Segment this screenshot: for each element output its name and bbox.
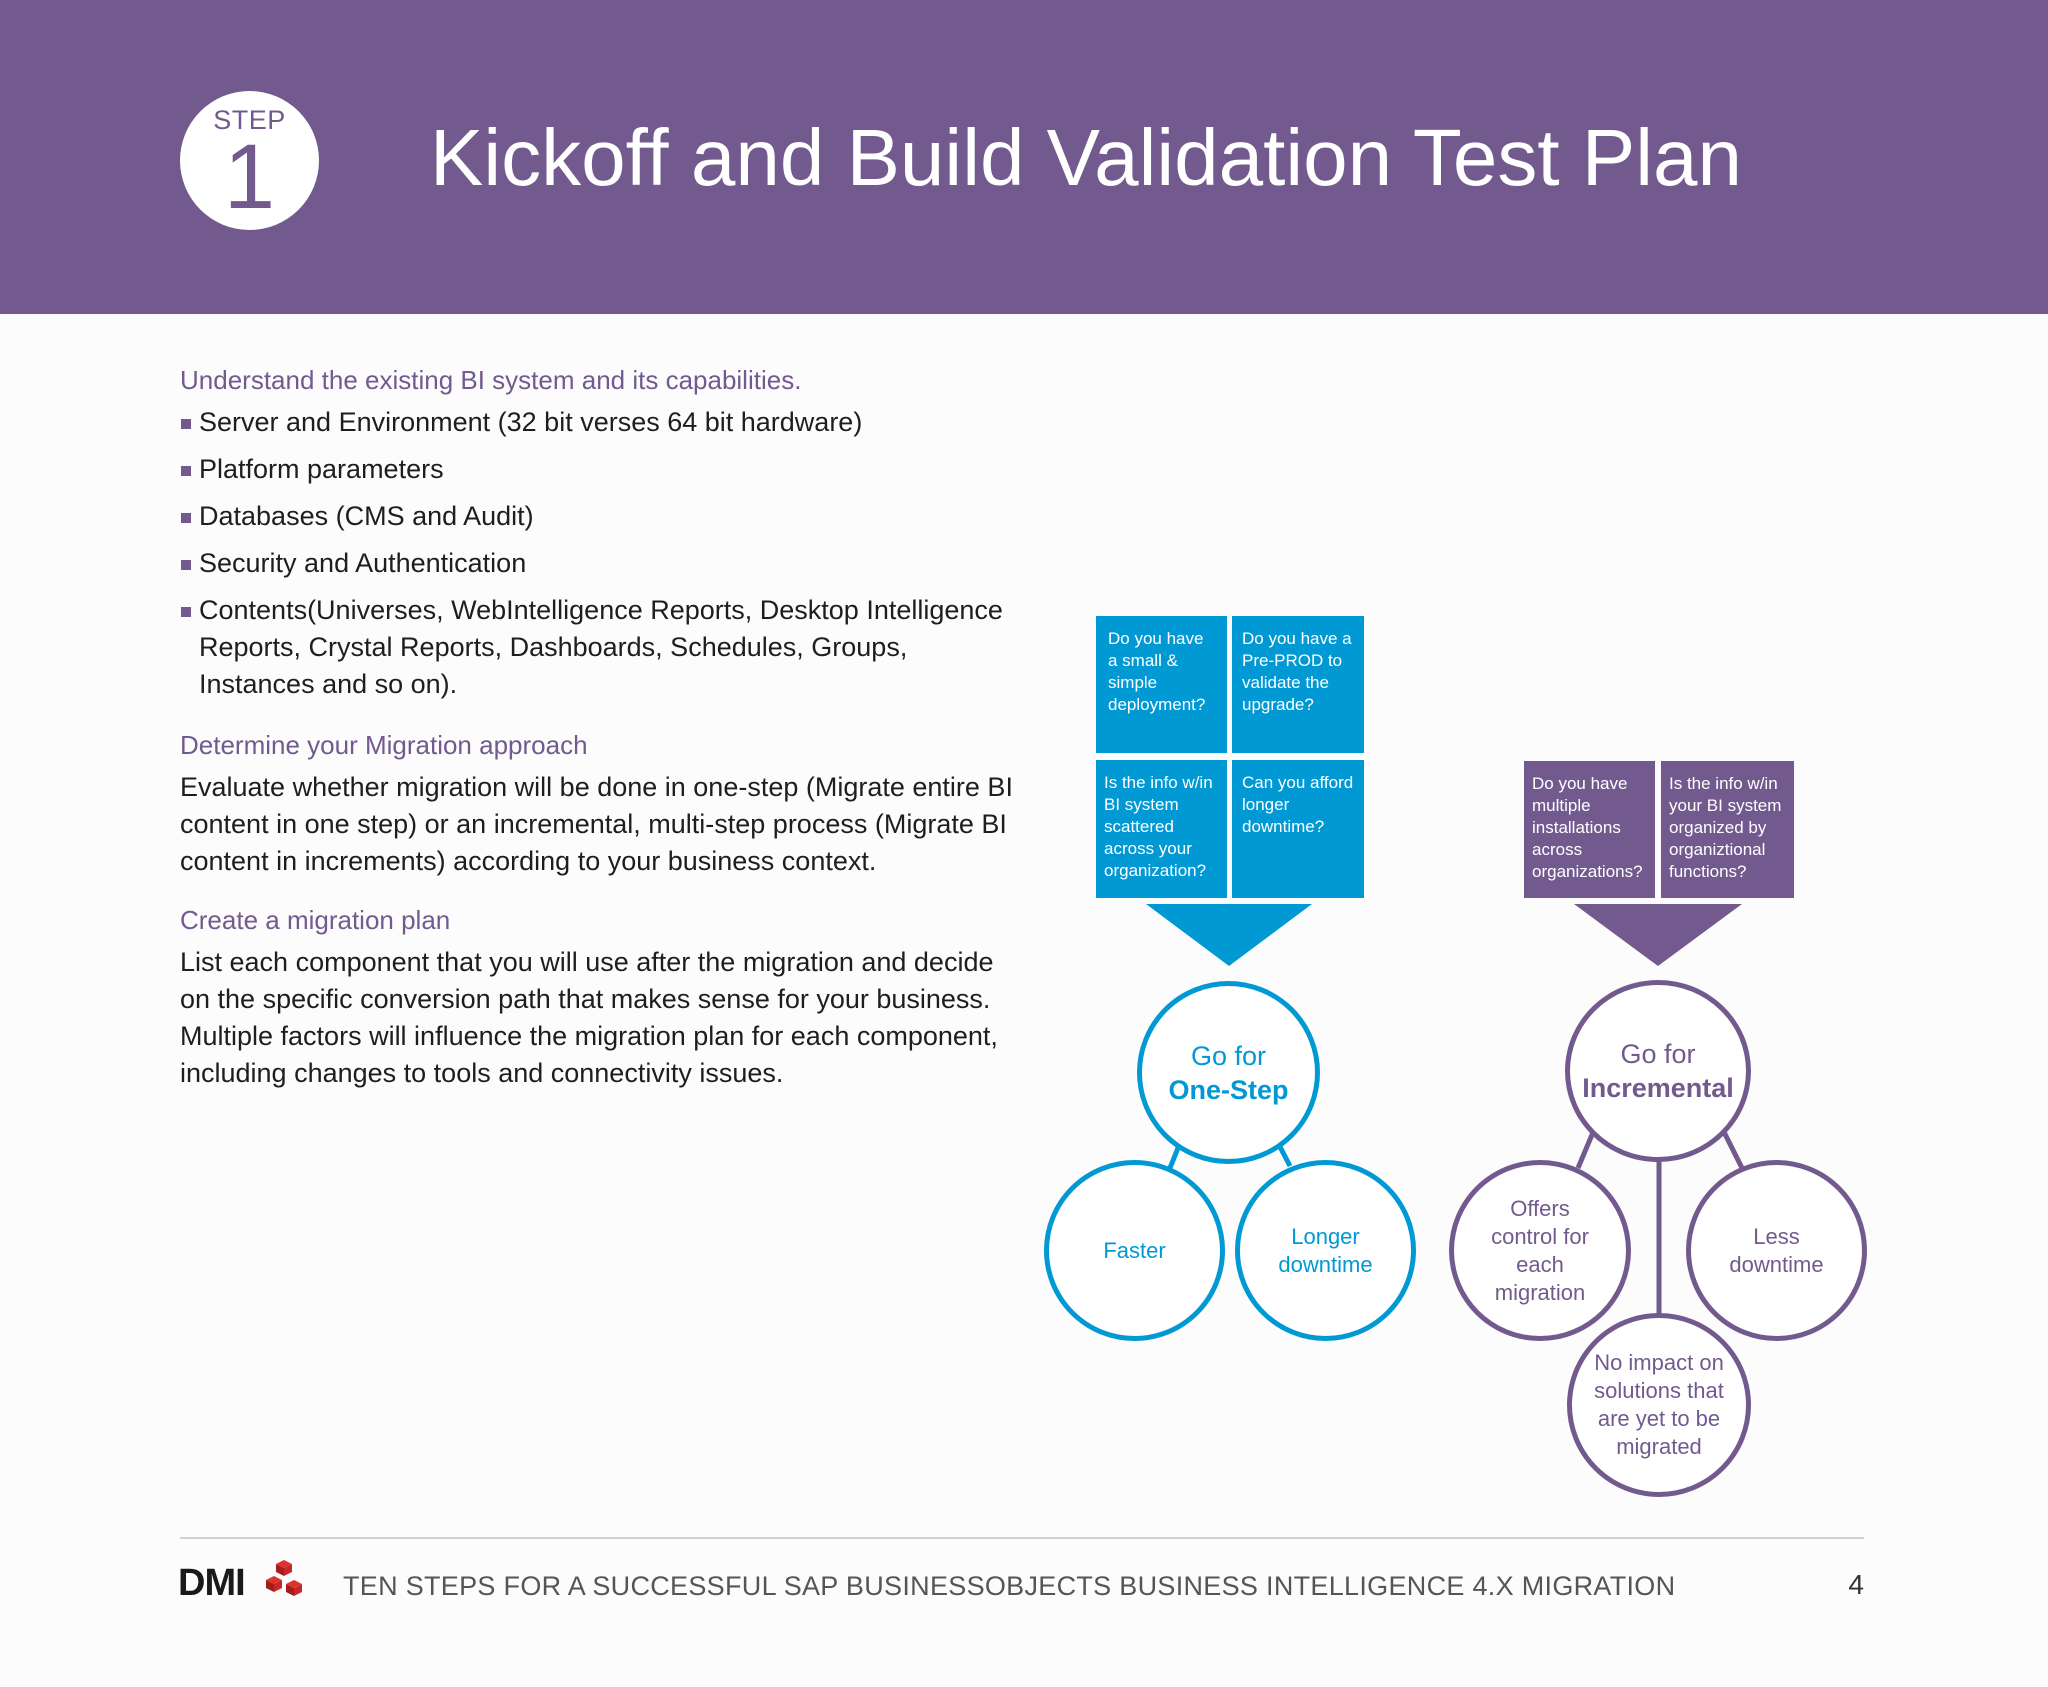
benefit-circle-longer-downtime <box>1235 1160 1416 1341</box>
section-heading-existing-system: Understand the existing BI system and its capabilities. <box>180 365 802 395</box>
logo-text: DMI <box>178 1562 245 1604</box>
migration-approach-text: Evaluate whether migration will be done in one-step (Migrate entire BI content in one step) or an incremental, multi-step process (Migrate BI content in increments) according to your business context. <box>180 772 1013 876</box>
hub-line2: Incremental <box>1582 1073 1734 1103</box>
incremental-arrow <box>1574 904 1742 966</box>
question-text: Do you have a small & simple deployment? <box>1108 629 1206 714</box>
question-text: Do you have multiple installations across organizations? <box>1532 774 1643 881</box>
benefit-circle-faster <box>1044 1160 1225 1341</box>
connector-line <box>1723 1130 1742 1168</box>
footer-document-title: TEN STEPS FOR A SUCCESSFUL SAP BUSINESSOBJECTS BUSINESS INTELLIGENCE 4.X MIGRATION <box>343 1571 1676 1601</box>
footer-divider <box>180 1537 1864 1539</box>
one-step-question-box <box>1096 760 1227 898</box>
question-text: Is the info w/in your BI system organized by organiztional functions? <box>1669 774 1782 881</box>
section-heading-migration-plan: Create a migration plan <box>180 905 451 935</box>
logo-mark-icon <box>262 1560 302 1604</box>
page-number: 4 <box>1848 1569 1864 1600</box>
list-item: Platform parameters <box>180 451 1020 488</box>
incremental-question-box <box>1661 761 1794 898</box>
benefit-text: Faster <box>1103 1237 1166 1263</box>
benefit-text: Longer downtime <box>1278 1223 1373 1277</box>
question-text: Is the info w/in BI system scattered across your organization? <box>1104 773 1213 880</box>
step-label: STEP <box>213 105 286 135</box>
one-step-hub-circle <box>1137 981 1320 1164</box>
question-text: Can you afford longer downtime? <box>1242 773 1354 836</box>
benefit-text: Less downtime <box>1729 1223 1824 1277</box>
section-heading-migration-approach: Determine your Migration approach <box>180 730 588 760</box>
question-text: Do you have a Pre-PROD to validate the upgrade? <box>1242 629 1352 714</box>
one-step-question-box <box>1232 760 1364 898</box>
benefit-text: Offers control for each migration <box>1491 1195 1589 1305</box>
page-title: Kickoff and Build Validation Test Plan <box>430 113 1742 202</box>
one-step-question-box <box>1096 616 1227 753</box>
one-step-question-box <box>1232 616 1364 753</box>
step-number: 1 <box>223 126 276 228</box>
migration-plan-text: List each component that you will use after the migration and decide on the specific conversion path that makes sense for your business. Multiple factors will influence the migration plan for each component, including changes to tools and connectivity issues. <box>180 947 998 1088</box>
benefit-circle-offers-control <box>1449 1160 1631 1341</box>
hub-line1: Go for <box>1190 1040 1266 1071</box>
list-item: Contents(Universes, WebIntelligence Reports, Desktop Intelligence Reports, Crystal Reports, Dashboards, Schedules, Groups, Instances and so on). <box>180 592 1020 703</box>
hub-line1: Go for <box>1620 1039 1696 1069</box>
hub-line2: One-Step <box>1168 1074 1289 1105</box>
benefit-text: No impact on solutions that are yet to be migrated <box>1594 1350 1724 1459</box>
incremental-hub-circle <box>1565 980 1751 1162</box>
list-item: Security and Authentication <box>180 545 1020 582</box>
one-step-arrow <box>1146 904 1312 966</box>
benefit-circle-less-downtime <box>1686 1160 1867 1341</box>
list-item: Server and Environment (32 bit verses 64 bit hardware) <box>180 404 1020 441</box>
benefit-circle-no-impact <box>1567 1313 1751 1497</box>
incremental-question-box <box>1524 761 1655 898</box>
list-item: Databases (CMS and Audit) <box>180 498 1020 535</box>
